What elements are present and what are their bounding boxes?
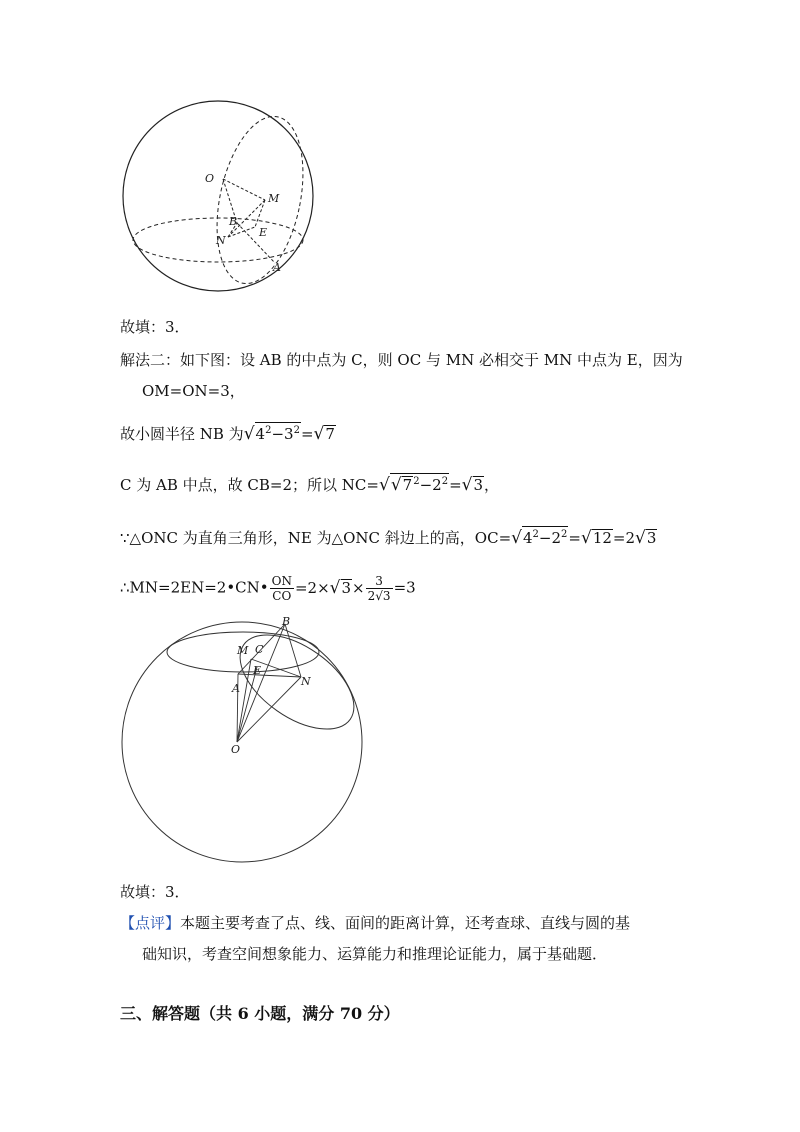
oc-prefix: ∵△ONC 为直角三角形，NE 为△ONC 斜边上的高，OC= — [120, 529, 512, 547]
label2-N: N — [301, 675, 311, 688]
fill-answer-2: 故填：3． — [120, 883, 190, 901]
nb-prefix: 故小圆半径 NB 为 — [120, 425, 244, 443]
label2-B: B — [282, 615, 291, 628]
label-M: M — [268, 192, 280, 205]
mn-line: ∴MN=2EN=2•CN• $\frac{ON}{CO}$ =2×√3× $\frac{3}{2√3}$ =3 — [120, 574, 416, 603]
comment-tag: 【点评】 — [120, 914, 181, 932]
nc-line: C 为 AB 中点，故 CB=2；所以 $NC=√√7^2-2^2=√3$， — [120, 475, 500, 495]
comment-text-1: 本题主要考查了点、线、面间的距离计算，还考查球、直线与圆的基 — [180, 914, 631, 932]
section3-title: 三、解答题（共 6 小题，满分 70 分） — [120, 1004, 400, 1023]
method2-line1: 解法二：如下图：设 AB 的中点为 C，则 OC 与 MN 必相交于 MN 中点为 E，因为 — [120, 351, 683, 369]
label2-E: E — [253, 664, 262, 677]
nb-radius-line: 故小圆半径 NB 为$√4^2-3^2=√7$ — [120, 424, 335, 444]
label2-A: A — [232, 682, 240, 695]
oc-line: ∵△ONC 为直角三角形，NE 为△ONC 斜边上的高，$OC=√4^2-2^2=√12=2√3$ — [120, 528, 657, 548]
figure-sphere-1 — [115, 95, 325, 300]
label2-M: M — [237, 644, 249, 657]
label-E: E — [259, 226, 268, 239]
label2-O: O — [231, 743, 241, 756]
figure-sphere-2 — [115, 612, 375, 872]
label-A: A — [273, 261, 281, 274]
comment-line2: 础知识，考查空间想象能力、运算能力和推理论证能力，属于基础题． — [142, 945, 608, 963]
fill-answer-1: 故填：3． — [120, 318, 190, 336]
mn-prefix: ∴MN=2EN=2•CN• — [120, 578, 269, 597]
nc-prefix: C 为 AB 中点，故 CB=2；所以 NC= — [120, 476, 379, 494]
label-O: O — [205, 172, 215, 185]
label-N: N — [216, 234, 226, 247]
method2-line2: OM=ON=3， — [142, 382, 245, 400]
comment-line1 — [120, 912, 630, 934]
label2-C: C — [255, 643, 264, 656]
label-B: B — [229, 215, 238, 228]
